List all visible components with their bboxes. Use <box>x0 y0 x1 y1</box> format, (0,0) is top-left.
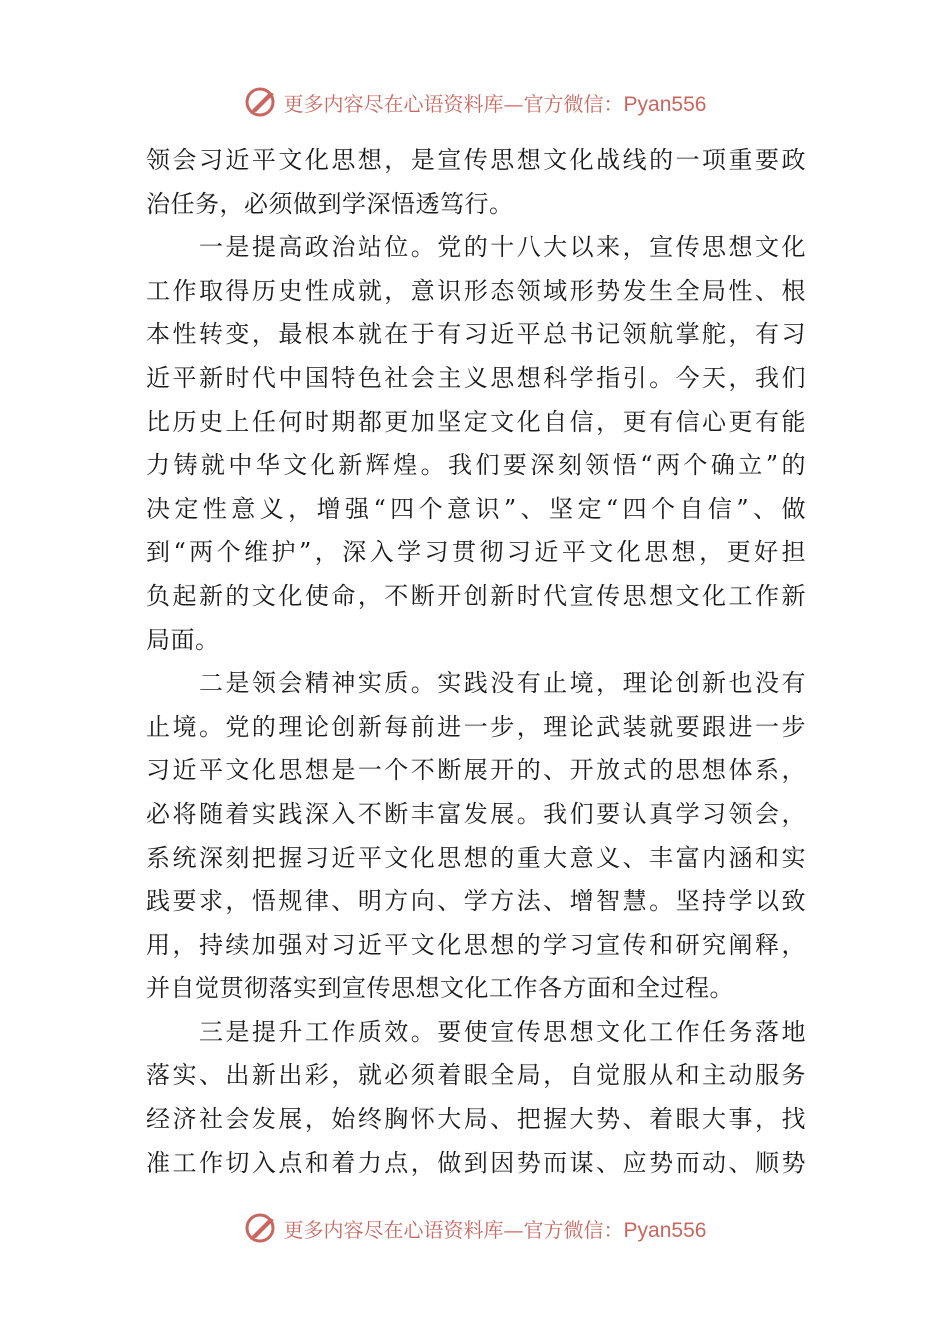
text-line: 必将随着实践深入不断丰富发展。我们要认真学习领会， <box>146 799 806 828</box>
banner-text <box>284 88 707 117</box>
text-line: 经济社会发展，始终胸怀大局、把握大势、着眼大事，找 <box>146 1105 806 1134</box>
banner-wechat-id: Pyan556 <box>623 92 707 116</box>
banner-wechat-id: Pyan556 <box>623 1218 707 1242</box>
text-line: 准工作切入点和着力点，做到因势而谋、应势而动、顺势 <box>146 1148 806 1177</box>
text-line: 决定性意义，增强“四个意识”、坚定“四个自信”、做 <box>146 494 806 523</box>
header-watermark-banner <box>0 82 950 122</box>
text-line: 三是提升工作质效。要使宣传思想文化工作任务落地 <box>146 1017 806 1046</box>
text-line: 力铸就中华文化新辉煌。我们要深刻领悟“两个确立”的 <box>146 451 806 480</box>
banner-text-cn: 更多内容尽在心语资料库—官方微信： <box>283 91 624 116</box>
text-line: 本性转变，最根本就在于有习近平总书记领航掌舵，有习 <box>146 320 806 349</box>
text-line: 治任务，必须做到学深悟透笃行。 <box>146 189 514 218</box>
text-line: 负起新的文化使命，不断开创新时代宣传思想文化工作新 <box>146 581 806 610</box>
text-line: 比历史上任何时期都更加坚定文化自信，更有信心更有能 <box>146 407 806 436</box>
text-line: 一是提高政治站位。党的十八大以来，宣传思想文化 <box>146 233 806 262</box>
text-line: 局面。 <box>146 625 220 654</box>
text-line: 系统深刻把握习近平文化思想的重大意义、丰富内涵和实 <box>146 843 806 872</box>
document-body <box>146 139 806 1185</box>
footer-watermark-banner <box>0 1208 950 1248</box>
text-line: 落实、出新出彩，就必须着眼全局，自觉服从和主动服务 <box>146 1061 806 1090</box>
text-line: 践要求，悟规律、明方向、学方法、增智慧。坚持学以致 <box>146 887 806 916</box>
text-line: 领会习近平文化思想，是宣传思想文化战线的一项重要政 <box>146 146 806 174</box>
banner-text-cn: 更多内容尽在心语资料库—官方微信： <box>283 1217 624 1242</box>
text-line: 工作取得历史性成就，意识形态领域形势发生全局性、根 <box>146 276 806 305</box>
text-line: 止境。党的理论创新每前进一步，理论武装就要跟进一步 <box>146 712 806 741</box>
text-line: 习近平文化思想是一个不断展开的、开放式的思想体系， <box>146 756 806 785</box>
pen-logo-icon <box>244 1210 280 1246</box>
text-line: 近平新时代中国特色社会主义思想科学指引。今天，我们 <box>146 363 806 392</box>
text-line: 二是领会精神实质。实践没有止境，理论创新也没有 <box>146 669 806 698</box>
text-line: 到“两个维护”，深入学习贯彻习近平文化思想，更好担 <box>146 538 806 567</box>
pen-logo-icon <box>244 84 280 120</box>
text-line: 并自觉贯彻落实到宣传思想文化工作各方面和全过程。 <box>146 974 734 1003</box>
banner-text <box>284 1214 707 1243</box>
text-line: 用，持续加强对习近平文化思想的学习宣传和研究阐释， <box>146 930 806 959</box>
